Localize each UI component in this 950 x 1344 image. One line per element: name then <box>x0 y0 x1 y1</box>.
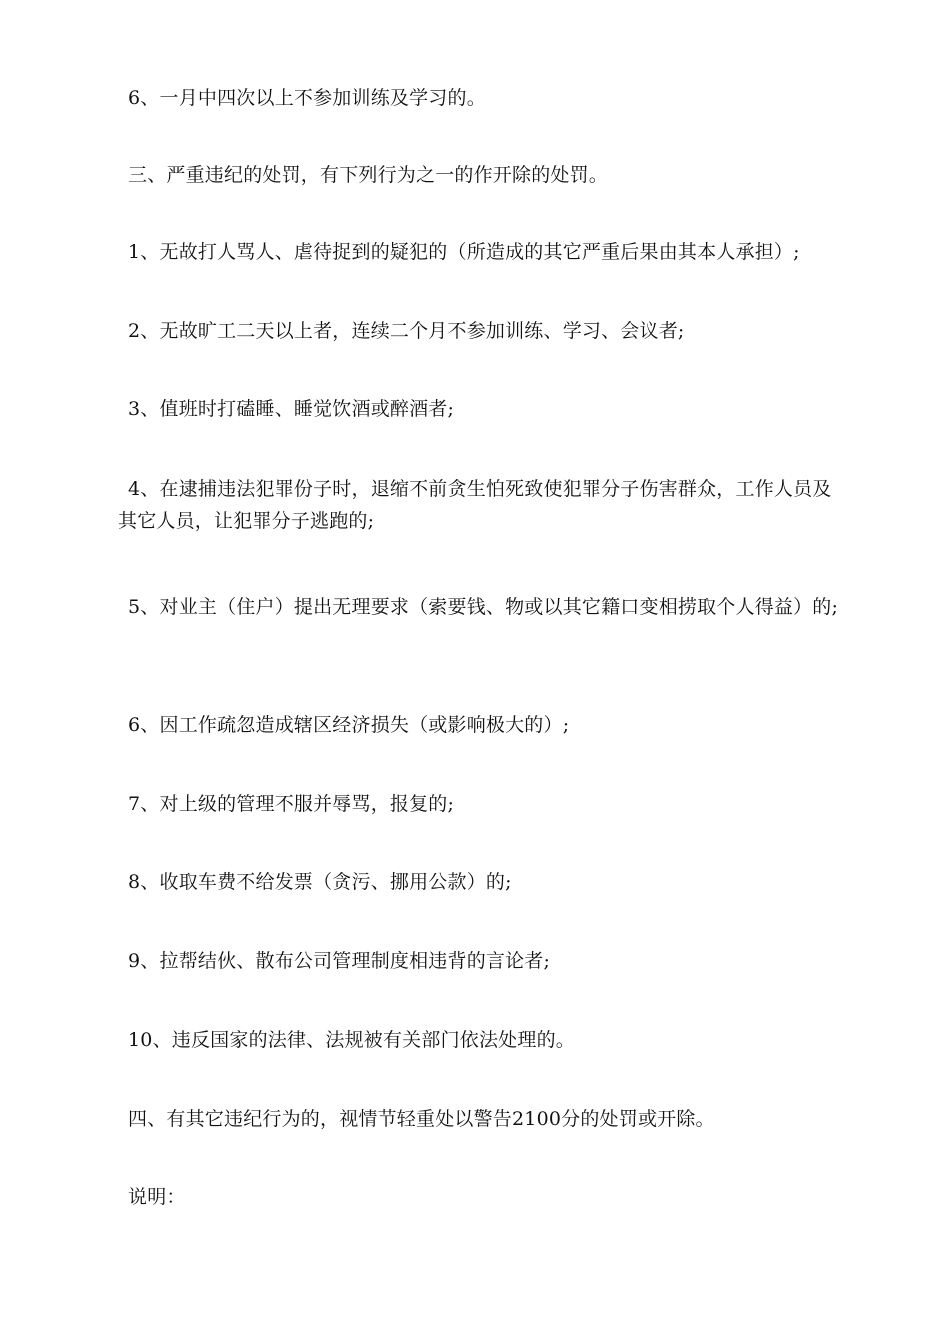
section-heading-other-violations: 四、有其它违纪行为的，视情节轻重处以警告2100分的处罚或开除。 <box>128 1108 715 1130</box>
paragraph-item-8-embezzlement: 8、收取车费不给发票（贪污、挪用公款）的; <box>128 871 512 893</box>
paragraph-item-5-unreasonable-demands: 5、对业主（住户）提出无理要求（索要钱、物或以其它籍口变相捞取个人得益）的; <box>128 596 839 618</box>
paragraph-item-3-sleeping-drinking: 3、值班时打磕睡、睡觉饮酒或醉酒者; <box>128 398 455 420</box>
section-heading-serious-violations: 三、严重违纪的处罚，有下列行为之一的作开除的处罚。 <box>128 164 609 186</box>
paragraph-item-6-absence: 6、一月中四次以上不参加训练及学习的。 <box>128 87 486 109</box>
paragraph-item-1-assault: 1、无故打人骂人、虐待捉到的疑犯的（所造成的其它严重后果由其本人承担）; <box>128 241 800 263</box>
paragraph-item-7-insubordination: 7、对上级的管理不服并辱骂，报复的; <box>128 793 455 815</box>
paragraph-item-9-factions: 9、拉帮结伙、散布公司管理制度相违背的言论者; <box>128 950 551 972</box>
paragraph-item-6-negligence: 6、因工作疏忽造成辖区经济损失（或影响极大的）; <box>128 714 570 736</box>
paragraph-item-4-cowardice: 4、在逮捕违法犯罪份子时，退缩不前贪生怕死致使犯罪分子伤害群众，工作人员及其它人员，让犯罪分子逃跑的; <box>118 478 832 532</box>
paragraph-item-10-law-violation: 10、违反国家的法律、法规被有关部门依法处理的。 <box>128 1029 575 1051</box>
notes-heading: 说明： <box>128 1186 186 1208</box>
paragraph-item-2-absenteeism: 2、无故旷工二天以上者，连续二个月不参加训练、学习、会议者; <box>128 320 685 342</box>
